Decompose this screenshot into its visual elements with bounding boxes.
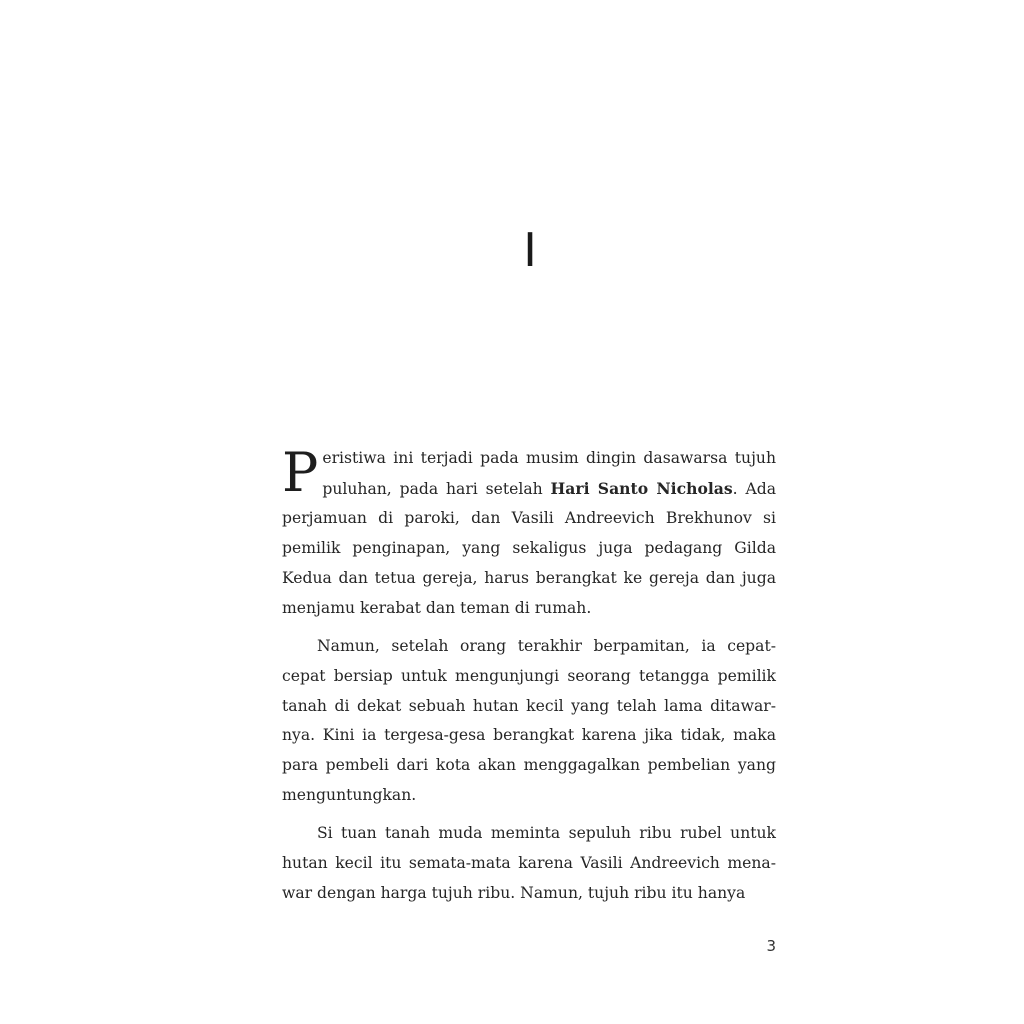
paragraph-1: [282, 441, 776, 623]
paragraph-1-text-end: . Ada perjamuan di paroki, dan Vasili Andreevich Brekhunov si pemilik penginapan, yang sekaligus juga pedagang Gilda Kedua dan tetua gereja, harus berangkat ke gereja dan juga menjamu kerabat dan teman di rumah.: [282, 479, 776, 617]
paragraph-2: Namun, setelah orang terakhir berpamitan, ia cepat-cepat bersiap untuk mengunjungi seorang tetangga pemilik tanah di dekat sebuah hutan kecil yang telah lama ditawarnya. Kini ia tergesa-gesa berangkat karena jika tidak, maka para pembeli dari kota akan menggagalkan pembelian yang menguntungkan.: [282, 637, 776, 804]
page-number: 3: [766, 937, 776, 955]
drop-cap: P: [282, 441, 319, 504]
chapter-number: I: [523, 223, 537, 277]
paragraph-3: Si tuan tanah muda meminta sepuluh ribu rubel untuk hutan kecil itu semata-mata karena Vasili Andreevich menawar dengan harga tujuh ribu. Namun, tujuh ribu itu hanya: [282, 824, 776, 902]
paragraph-1-text-start: eristiwa ini terjadi pada musim dingin dasawarsa tujuh puluhan, pada hari setelah: [322, 449, 776, 498]
body-text: [282, 441, 776, 918]
highlighted-name: Hari Santo Nicholas: [550, 478, 733, 498]
